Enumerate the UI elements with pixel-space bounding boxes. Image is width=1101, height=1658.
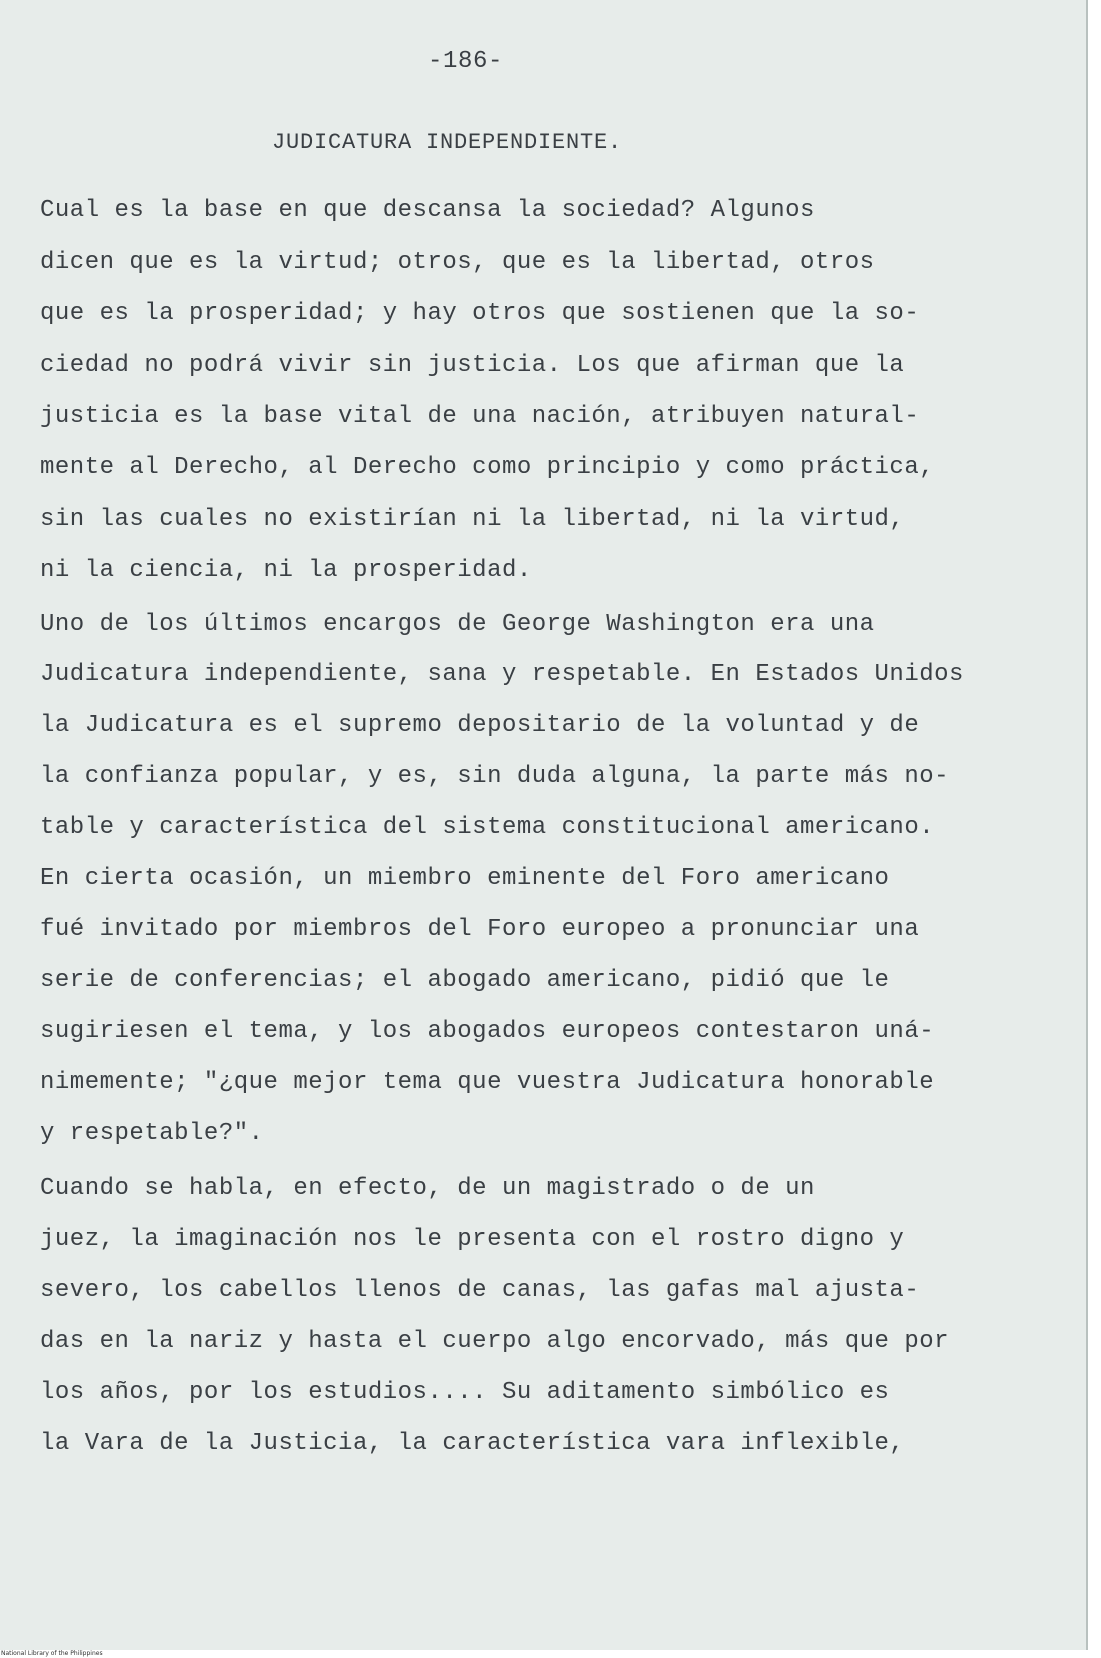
page-heading: JUDICATURA INDEPENDIENTE. bbox=[272, 130, 623, 155]
text-line-11: la Judicatura es el supremo depositario de la voluntad y de bbox=[40, 712, 920, 739]
text-line-1: Cual es la base en que descansa la sociedad? Algunos bbox=[40, 197, 815, 224]
text-line-4: ciedad no podrá vivir sin justicia. Los que afirman que la bbox=[40, 352, 905, 379]
text-line-17: sugiriesen el tema, y los abogados europeos contestaron uná- bbox=[40, 1018, 935, 1045]
text-line-15: fué invitado por miembros del Foro europeo a pronunciar una bbox=[40, 916, 920, 943]
text-line-5: justicia es la base vital de una nación, atribuyen natural- bbox=[40, 403, 920, 430]
text-line-10: Judicatura independiente, sana y respetable. En Estados Unidos bbox=[40, 661, 964, 688]
text-line-6: mente al Derecho, al Derecho como principio y como práctica, bbox=[40, 454, 935, 481]
text-line-19: y respetable?". bbox=[40, 1120, 264, 1147]
text-line-7: sin las cuales no existirían ni la libertad, ni la virtud, bbox=[40, 506, 905, 533]
text-line-23: das en la nariz y hasta el cuerpo algo encorvado, más que por bbox=[40, 1328, 950, 1355]
text-line-22: severo, los cabellos llenos de canas, las gafas mal ajusta- bbox=[40, 1277, 920, 1304]
text-line-3: que es la prosperidad; y hay otros que sostienen que la so- bbox=[40, 300, 920, 327]
text-line-25: la Vara de la Justicia, la característica vara inflexible, bbox=[40, 1430, 905, 1457]
text-line-8: ni la ciencia, ni la prosperidad. bbox=[40, 557, 532, 584]
text-line-12: la confianza popular, y es, sin duda alguna, la parte más no- bbox=[40, 763, 950, 790]
text-line-16: serie de conferencias; el abogado americano, pidió que le bbox=[40, 967, 890, 994]
text-line-2: dicen que es la virtud; otros, que es la libertad, otros bbox=[40, 249, 875, 276]
text-line-24: los años, por los estudios.... Su aditamento simbólico es bbox=[40, 1379, 890, 1406]
text-line-13: table y característica del sistema constitucional americano. bbox=[40, 814, 935, 841]
page-number: -186- bbox=[428, 48, 504, 75]
text-line-21: juez, la imaginación nos le presenta con el rostro digno y bbox=[40, 1226, 905, 1253]
text-line-18: nimemente; "¿que mejor tema que vuestra Judicatura honorable bbox=[40, 1069, 935, 1096]
text-line-20: Cuando se habla, en efecto, de un magistrado o de un bbox=[40, 1175, 815, 1202]
text-line-14: En cierta ocasión, un miembro eminente del Foro americano bbox=[40, 865, 890, 892]
text-line-9: Uno de los últimos encargos de George Washington era una bbox=[40, 611, 875, 638]
library-footer: National Library of the Philippines bbox=[0, 1650, 1101, 1658]
